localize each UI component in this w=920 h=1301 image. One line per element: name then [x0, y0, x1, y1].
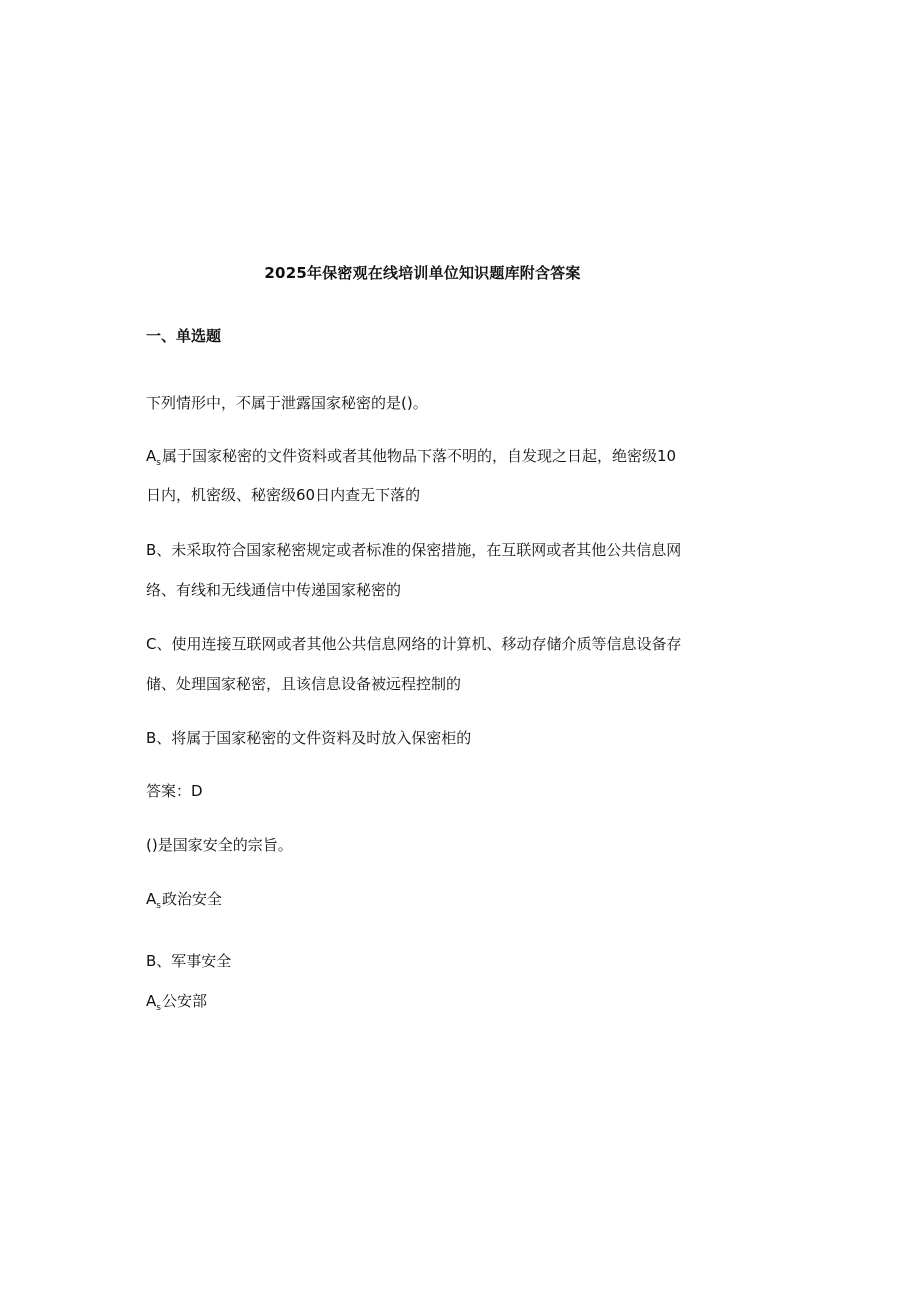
question-1-option-c-line-2: 储、处理国家秘密，且该信息设备被远程控制的 [146, 675, 462, 693]
question-2-option-b: B、军事安全 [146, 952, 232, 970]
option-text: 公安部 [161, 992, 207, 1010]
question-1-option-d: B、将属于国家秘密的文件资料及时放入保密柜的 [146, 729, 472, 747]
question-1-option-b-line-2: 络、有线和无线通信中传递国家秘密的 [146, 581, 402, 599]
question-2-option-a-second [146, 991, 207, 1014]
question-1-option-a-line-2: 日内，机密级、秘密级60日内查无下落的 [146, 486, 421, 504]
document-title: 2025年保密观在线培训单位知识题库附含答案 [264, 264, 581, 282]
question-1-answer: 答案：D [146, 782, 203, 800]
question-2-stem: ()是国家安全的宗旨。 [146, 836, 293, 854]
question-1-option-a-line-1 [146, 446, 676, 469]
option-text: 政治安全 [161, 890, 222, 908]
option-letter: A [146, 890, 157, 908]
option-letter: A [146, 992, 157, 1010]
option-letter: A [146, 447, 157, 465]
section-heading: 一、单选题 [146, 327, 222, 345]
question-2-option-a [146, 889, 222, 912]
question-1-option-b-line-1: B、未采取符合国家秘密规定或者标准的保密措施，在互联网或者其他公共信息网 [146, 541, 682, 559]
option-text: 属于国家秘密的文件资料或者其他物品下落不明的，自发现之日起，绝密级10 [161, 447, 677, 465]
question-1-option-c-line-1: C、使用连接互联网或者其他公共信息网络的计算机、移动存储介质等信息设备存 [146, 635, 682, 653]
question-1-stem: 下列情形中，不属于泄露国家秘密的是()。 [146, 394, 428, 412]
option-subscript: s [156, 901, 161, 911]
option-subscript: s [156, 1003, 161, 1013]
option-subscript: s [156, 458, 161, 468]
